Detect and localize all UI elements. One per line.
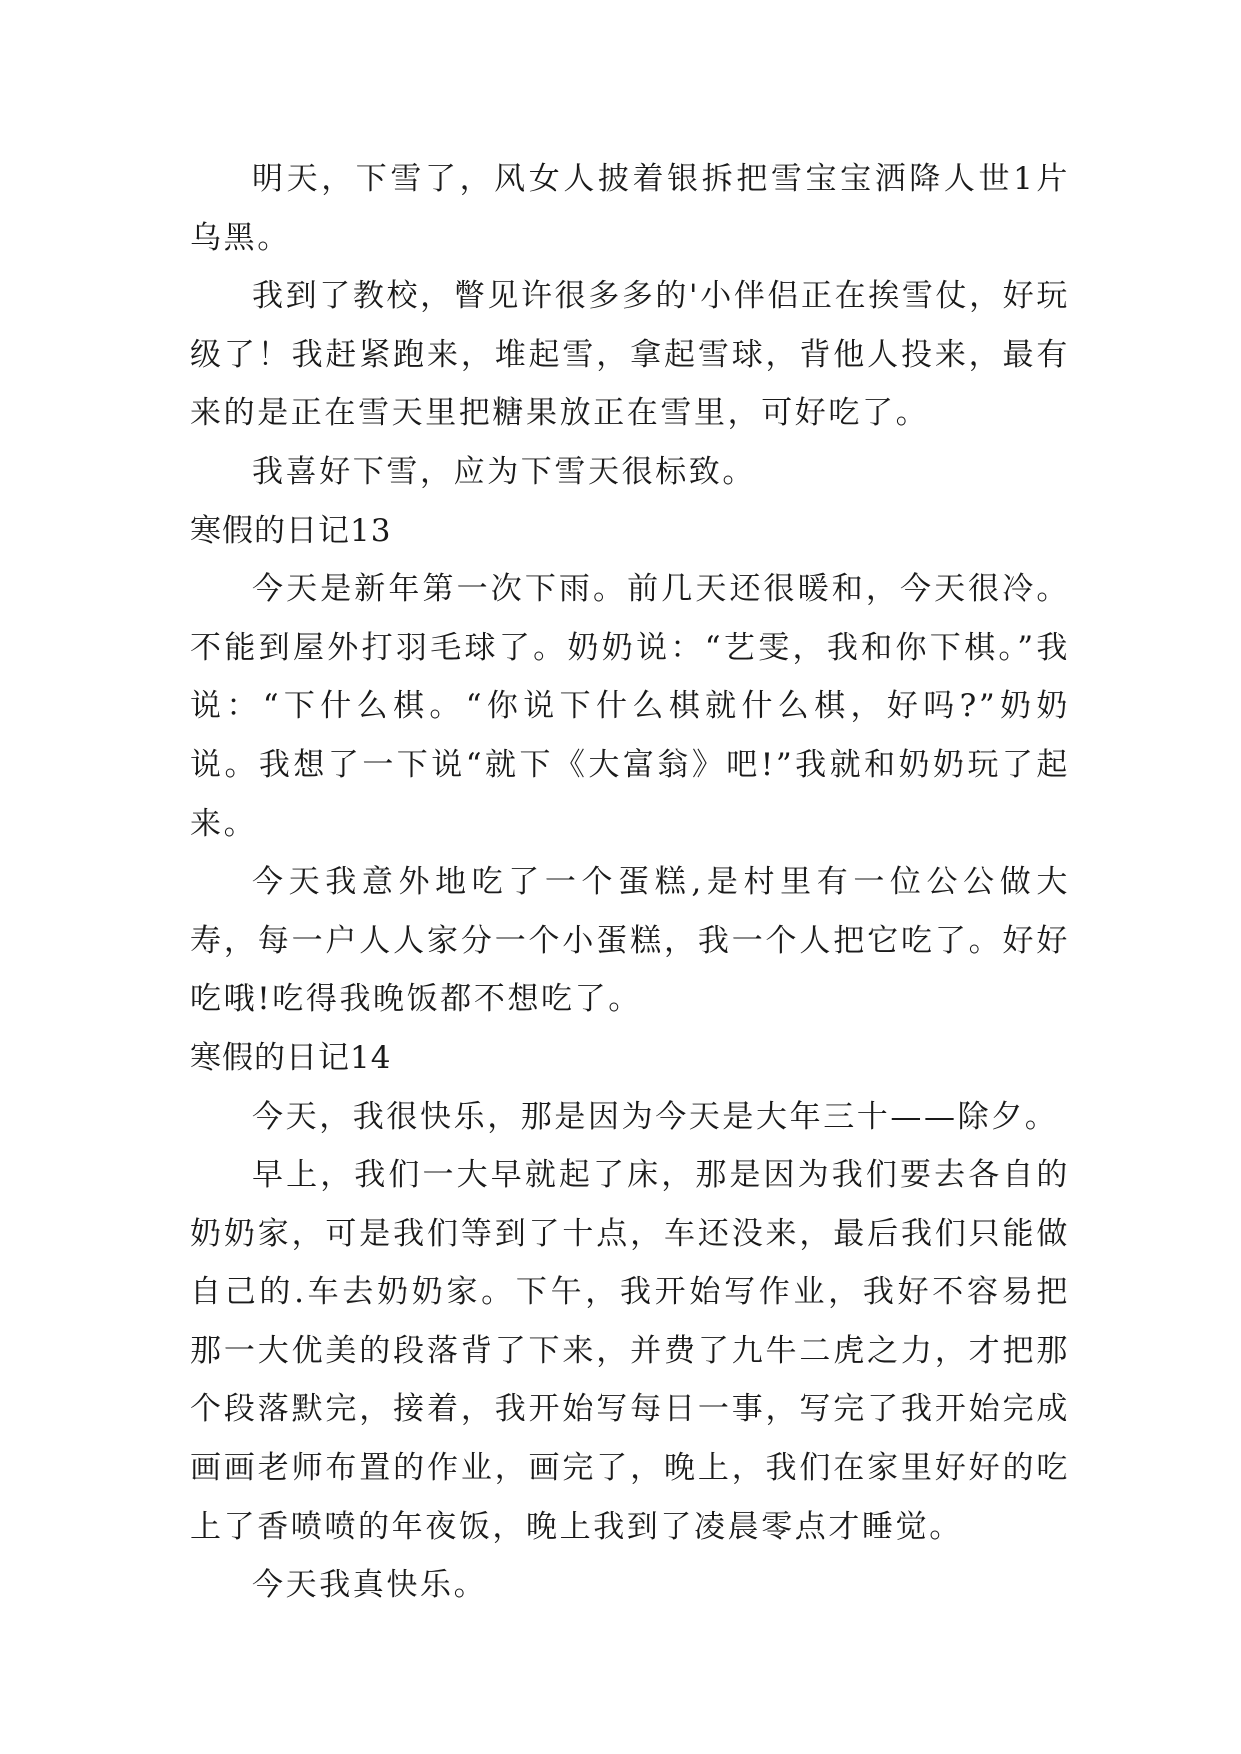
paragraph: 明天，下雪了，风女人披着银拆把雪宝宝洒降人世1片乌黑。 <box>190 161 1070 256</box>
paragraph: 我喜好下雪，应为下雪天很标致。 <box>252 453 756 490</box>
paragraph: 今天我真快乐。 <box>252 1567 488 1604</box>
paragraph: 今天我意外地吃了一个蛋糕,是村里有一位公公做大寿，每一户人人家分一个小蛋糕，我一个人把它吃了。好好吃哦!吃得我晚饭都不想吃了。 <box>190 864 1070 1018</box>
document-body <box>190 150 1070 1615</box>
paragraph: 今天是新年第一次下雨。前几天还很暖和，今天很冷。不能到屋外打羽毛球了。奶奶说：“艺雯，我和你下棋。”我说：“下什么棋。“你说下什么棋就什么棋，好吗?”奶奶说。我想了一下说“就下《大富翁》吧!”我就和奶奶玩了起来。 <box>190 571 1070 842</box>
section-heading: 寒假的日记14 <box>190 1039 392 1076</box>
paragraph: 今天，我很快乐，那是因为今天是大年三十——除夕。 <box>252 1098 1059 1135</box>
paragraph: 我到了教校，瞥见许很多多的'小伴侣正在挨雪仗，好玩级了！我赶紧跑来，堆起雪，拿起雪球，背他人投来，最有来的是正在雪天里把糖果放正在雪里，可好吃了。 <box>190 278 1070 432</box>
section-heading: 寒假的日记13 <box>190 512 392 549</box>
paragraph: 早上，我们一大早就起了床，那是因为我们要去各自的奶奶家，可是我们等到了十点，车还没来，最后我们只能做自己的.车去奶奶家。下午，我开始写作业，我好不容易把那一大优美的段落背了下来，并费了九牛二虎之力，才把那个段落默完，接着，我开始写每日一事，写完了我开始完成画画老师布置的作业，画完了，晚上，我们在家里好好的吃上了香喷喷的年夜饭，晚上我到了凌晨零点才睡觉。 <box>190 1157 1070 1545</box>
